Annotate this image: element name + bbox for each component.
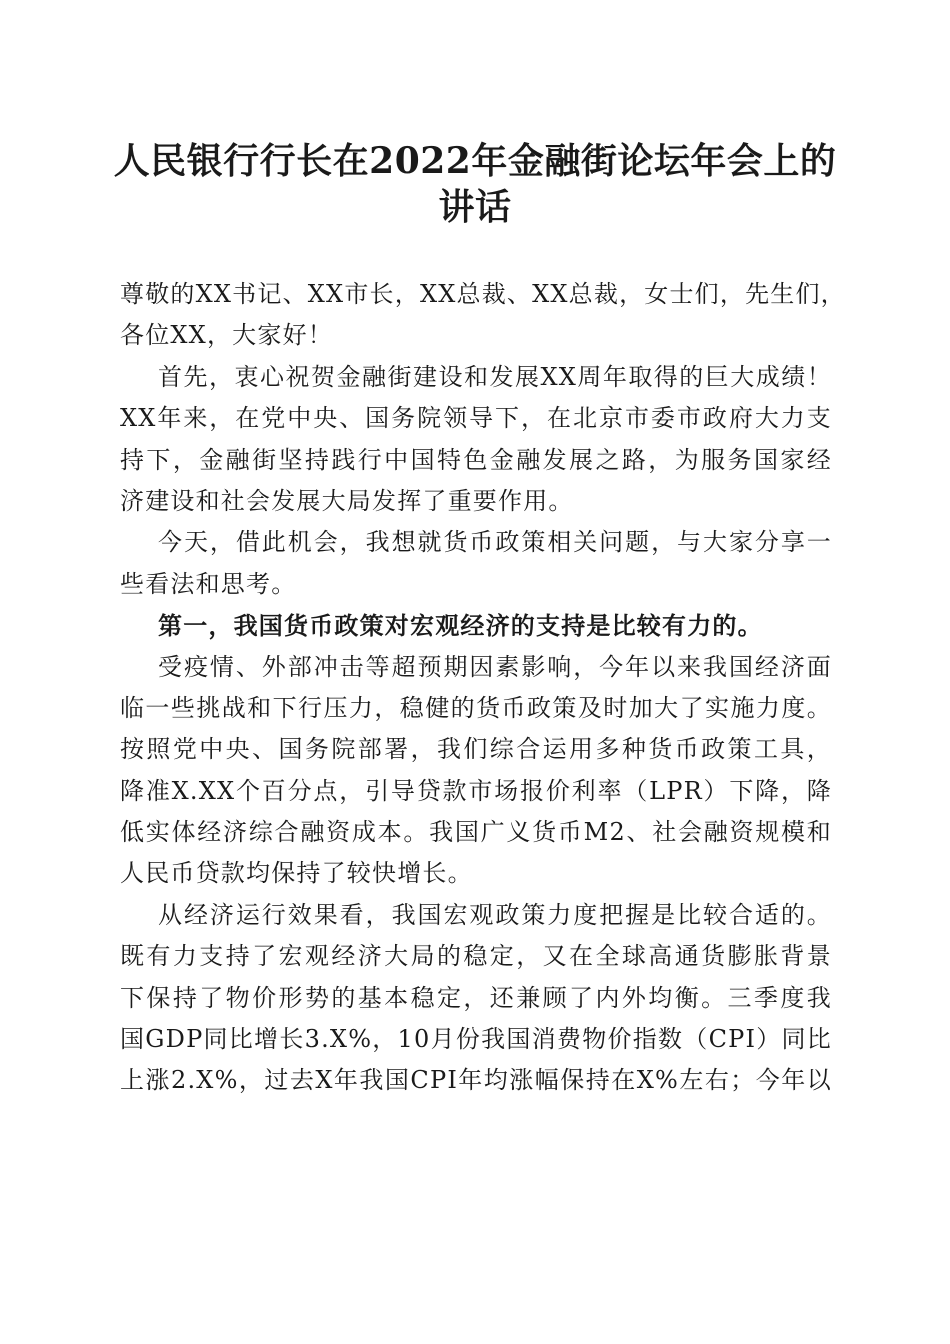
body-line: 临一些挑战和下行压力，稳健的货币政策及时加大了实施力度。 bbox=[120, 693, 832, 722]
body-line: 低实体经济综合融资成本。我国广义货币M2、社会融资规模和 bbox=[120, 818, 832, 847]
body-line: 降准X.XX个百分点，引导贷款市场报价利率（LPR）下降，降 bbox=[120, 776, 832, 805]
body-line: 人民币贷款均保持了较快增长。 bbox=[120, 859, 473, 888]
body-line: 按照党中央、国务院部署，我们综合运用多种货币政策工具， bbox=[120, 735, 832, 764]
body-line: 上涨2.X%，过去X年我国CPI年均涨幅保持在X%左右；今年以 bbox=[120, 1066, 832, 1095]
title-line-1: 人民银行行长在2022年金融街论坛年会上的 bbox=[113, 140, 837, 182]
body-line: 国GDP同比增长3.X%，10月份我国消费物价指数（CPI）同比 bbox=[120, 1025, 832, 1054]
section-heading: 第一，我国货币政策对宏观经济的支持是比较有力的。 bbox=[158, 611, 763, 641]
document-title bbox=[110, 138, 840, 230]
body-line: 今天，借此机会，我想就货币政策相关问题，与大家分享一 bbox=[158, 528, 832, 557]
body-line: 些看法和思考。 bbox=[120, 569, 297, 598]
body-line: 济建设和社会发展大局发挥了重要作用。 bbox=[120, 486, 574, 515]
body-line: 首先，衷心祝贺金融街建设和发展XX周年取得的巨大成绩！ bbox=[158, 362, 832, 391]
body-line: XX年来，在党中央、国务院领导下，在北京市委市政府大力支 bbox=[120, 404, 832, 433]
body-line: 从经济运行效果看，我国宏观政策力度把握是比较合适的。 bbox=[158, 900, 832, 929]
title-line-2: 讲话 bbox=[438, 186, 512, 228]
body-line: 各位XX，大家好！ bbox=[120, 321, 333, 350]
body-line: 持下，金融街坚持践行中国特色金融发展之路，为服务国家经 bbox=[120, 445, 832, 474]
body-line: 下保持了物价形势的基本稳定，还兼顾了内外均衡。三季度我 bbox=[120, 983, 832, 1012]
body-line: 受疫情、外部冲击等超预期因素影响，今年以来我国经济面 bbox=[158, 652, 832, 681]
body-line: 既有力支持了宏观经济大局的稳定，又在全球高通货膨胀背景 bbox=[120, 942, 832, 971]
document-body bbox=[120, 274, 846, 1102]
body-line: 尊敬的XX书记、XX市长，XX总裁、XX总裁，女士们，先生们， bbox=[120, 280, 846, 308]
